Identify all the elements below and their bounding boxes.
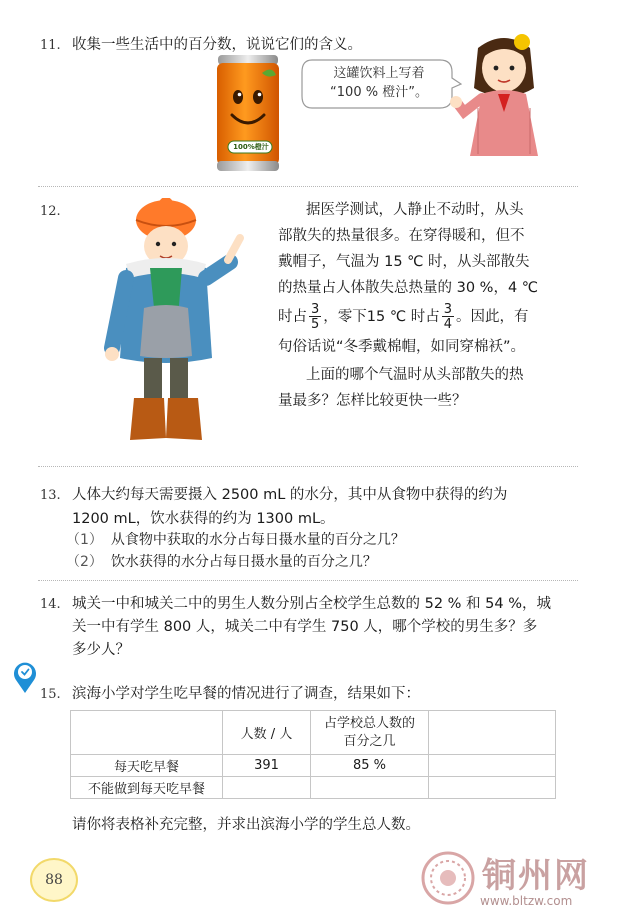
speech-text [318,64,440,102]
juice-can-illustration [214,55,286,173]
location-badge-icon [12,660,38,694]
speech-line: 这罐饮料上写着 [333,66,425,81]
table-row [71,777,556,799]
paragraph-line: 城关一中和城关二中的男生人数分别占全校学生总数的 52 % 和 54 %，城 [72,596,552,612]
fraction-denominator: 5 [311,317,320,332]
sub-question-text: 从食物中获取的水分占每日摄水量的百分之几？ [110,532,405,548]
section-divider [38,186,578,187]
watermark-name: 铜州网 [482,856,590,896]
fraction [309,303,321,331]
page-number: 88 [30,858,78,902]
sub-question [66,550,377,574]
paragraph-line: 1200 mL，饮水获得的约为 1300 mL。 [72,511,335,527]
paragraph-line: 多少人？ [72,642,130,658]
fraction [442,303,454,331]
paragraph-line: 的热量占人体散失总热量的 30 %，4 ℃ [278,280,539,296]
paragraph-line: 据医学测试，人静止不动时，从头 [306,202,524,218]
table-cell [311,777,429,799]
paragraph-line: 人体大约每天需要摄入 2500 mL 的水分，其中从食物中获得的约为 [72,487,508,503]
header-line: 百分之几 [343,733,396,749]
table-cell: 391 [223,755,311,777]
sub-question-label: （1） [66,532,103,548]
paragraph-line: 关一中有学生 800 人，城关二中有学生 750 人，哪个学校的男生多？多 [72,619,538,635]
survey-table [70,710,556,799]
can-label: 100%橙汁 [233,143,269,151]
question-number: 13. [40,488,61,503]
paragraph-line: 上面的哪个气温时从头部散失的热 [306,367,524,383]
section-divider [38,580,578,581]
question-number: 14. [40,597,61,612]
table-cell [223,777,311,799]
table-header-cell: 人数 / 人 [223,711,311,755]
fraction-numerator: 3 [443,302,453,317]
table-cell: 不能做到每天吃早餐 [71,777,223,799]
sub-question-text: 饮水获得的水分占每日摄水量的百分之几？ [110,554,377,570]
girl-illustration [448,28,560,164]
paragraph-line: 部散失的热量很多。在穿得暖和，但不 [278,228,525,244]
header-line: 占学校总人数的 [323,715,415,731]
text-segment: 。因此，有 [456,309,529,325]
question-number: 11. [40,38,61,53]
paragraph-line: 戴帽子，气温为 15 ℃ 时，从头部散失 [278,254,530,270]
question-number: 12. [40,204,61,219]
sub-question-label: （2） [66,554,103,570]
paragraph-line: 量最多？怎样比较更快一些？ [278,393,467,409]
table-cell [429,755,556,777]
table-row [71,755,556,777]
table-cell: 每天吃早餐 [71,755,223,777]
text-segment: ，零下15 ℃ 时占 [323,309,440,325]
question-text: 收集一些生活中的百分数，说说它们的含义。 [72,37,362,53]
speech-line: “100 % 橙汁”。 [330,85,428,100]
text-segment: 时占 [278,309,307,325]
paragraph-line: 句俗话说“冬季戴棉帽，如同穿棉袄”。 [278,339,526,355]
table-header-cell [71,711,223,755]
question-text: 滨海小学对学生吃早餐的情况进行了调查，结果如下： [72,686,420,702]
table-header-cell [429,711,556,755]
fraction-numerator: 3 [311,302,320,317]
watermark-url: www.bltzw.com [480,894,573,908]
question-number: 15. [40,687,61,702]
fraction-denominator: 4 [443,317,453,332]
section-divider [38,466,578,467]
table-cell: 85 % [311,755,429,777]
instruction-text: 请你将表格补充完整，并求出滨海小学的学生总人数。 [72,817,420,833]
sub-question [66,528,405,552]
boy-illustration [104,198,254,448]
paragraph-line [278,300,529,334]
watermark-seal-icon [420,850,476,906]
table-header-cell [311,711,429,755]
table-cell [429,777,556,799]
table-header-row [71,711,556,755]
